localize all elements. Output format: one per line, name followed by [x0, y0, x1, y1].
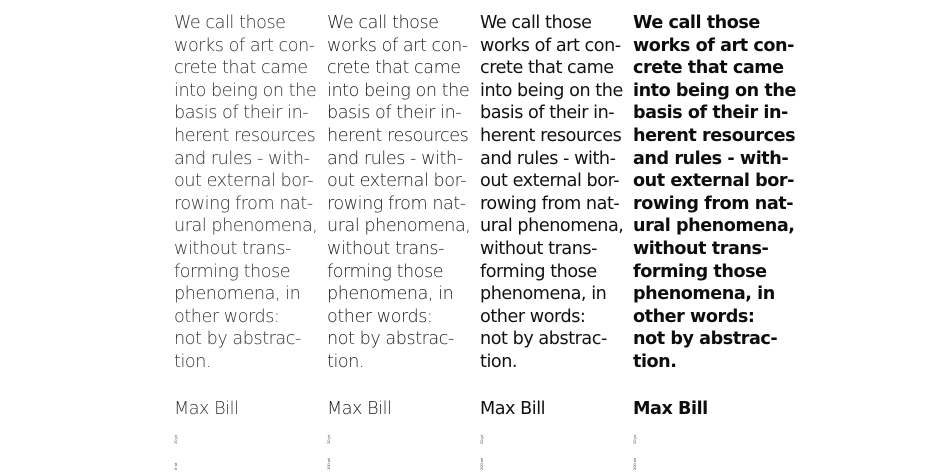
quote-line: basis of their in- [174, 103, 309, 124]
quote-line: phenomena, in [480, 284, 607, 305]
quote-line: not by abstrac- [633, 329, 778, 350]
quote-line: We call those [174, 13, 286, 33]
font-weight-label: 100 wt [326, 458, 331, 470]
quote-line: not by abstrac- [480, 329, 607, 350]
quote-line: not by abstrac- [327, 329, 454, 350]
quote-line: into being on the [480, 80, 623, 101]
quote-line: into being on the [174, 80, 317, 101]
quote-line: other words: [327, 306, 433, 327]
quote-line: without trans- [633, 238, 769, 259]
quote-line: phenomena, in [174, 284, 301, 305]
quote-line: phenomena, in [327, 284, 454, 305]
quote-line: other words: [480, 306, 586, 327]
quote-line: crete that came [174, 58, 308, 79]
font-size-label: 20 pt [479, 435, 484, 444]
font-weight-label: 300 wt [632, 458, 637, 470]
quote-line: out external bor- [174, 171, 314, 192]
author-name: Max Bill [174, 399, 239, 419]
quote-text [174, 12, 324, 374]
font-size-label: 20 pt [326, 435, 331, 444]
quote-line: ural phenomena, [633, 216, 795, 237]
quote-line: crete that came [327, 58, 461, 79]
quote-line: without trans- [480, 238, 598, 259]
quote-line: forming those [174, 261, 291, 282]
quote-line: tion. [633, 351, 677, 372]
quote-line: phenomena, in [633, 284, 775, 305]
quote-line: rowing from nat- [633, 193, 794, 214]
specimen-column-3 [479, 12, 630, 470]
quote-line: rowing from nat- [480, 193, 620, 214]
quote-line: without trans- [327, 238, 445, 259]
quote-line: rowing from nat- [327, 193, 466, 214]
quote-line: herent resources [633, 125, 796, 146]
author-name: Max Bill [327, 399, 392, 419]
author-name: Max Bill [480, 399, 546, 419]
quote-line: other words: [633, 306, 755, 327]
quote-line: out external bor- [327, 171, 467, 192]
quote-line: crete that came [633, 58, 784, 79]
quote-line: and rules - with- [174, 148, 310, 169]
quote-line: basis of their in- [633, 103, 788, 124]
quote-line: herent resources [174, 125, 316, 146]
quote-text [327, 12, 477, 374]
quote-line: herent resources [327, 125, 469, 146]
quote-line: works of art con- [633, 35, 794, 56]
quote-line: and rules - with- [633, 148, 789, 169]
quote-line: and rules - with- [327, 148, 463, 169]
quote-line: ural phenomena, [480, 216, 624, 237]
quote-line: not by abstrac- [174, 329, 301, 350]
quote-line: crete that came [480, 58, 614, 79]
quote-line: basis of their in- [480, 103, 615, 124]
quote-line: tion. [480, 351, 518, 372]
quote-line: works of art con- [480, 35, 621, 56]
author-name: Max Bill [633, 399, 708, 419]
font-weight-label: 8 wt [173, 462, 178, 470]
quote-line: works of art con- [327, 35, 468, 56]
specimen-column-1 [173, 12, 324, 470]
quote-line: tion. [327, 351, 365, 372]
quote-line: and rules - with- [480, 148, 616, 169]
quote-line: We call those [633, 13, 760, 33]
quote-line: rowing from nat- [174, 193, 313, 214]
quote-line: forming those [633, 261, 767, 282]
font-size-label: 20 pt [173, 435, 178, 444]
specimen-column-2 [326, 12, 477, 470]
quote-line: forming those [480, 261, 597, 282]
font-weight-label: 200 wt [479, 458, 484, 470]
quote-line: out external bor- [633, 171, 795, 192]
quote-line: other words: [174, 306, 280, 327]
quote-line: basis of their in- [327, 103, 462, 124]
quote-line: works of art con- [174, 35, 315, 56]
quote-line: into being on the [633, 80, 796, 101]
quote-line: tion. [174, 351, 212, 372]
quote-line: ural phenomena, [174, 216, 318, 237]
quote-line: We call those [327, 13, 439, 33]
quote-line: herent resources [480, 125, 622, 146]
specimen-column-4 [632, 12, 796, 470]
quote-text [633, 12, 796, 374]
quote-line: ural phenomena, [327, 216, 471, 237]
font-size-label: 20 pt [632, 435, 637, 444]
quote-line: forming those [327, 261, 444, 282]
quote-line: out external bor- [480, 171, 620, 192]
quote-line: into being on the [327, 80, 470, 101]
quote-line: We call those [480, 13, 592, 33]
quote-line: without trans- [174, 238, 292, 259]
quote-text [480, 12, 630, 374]
